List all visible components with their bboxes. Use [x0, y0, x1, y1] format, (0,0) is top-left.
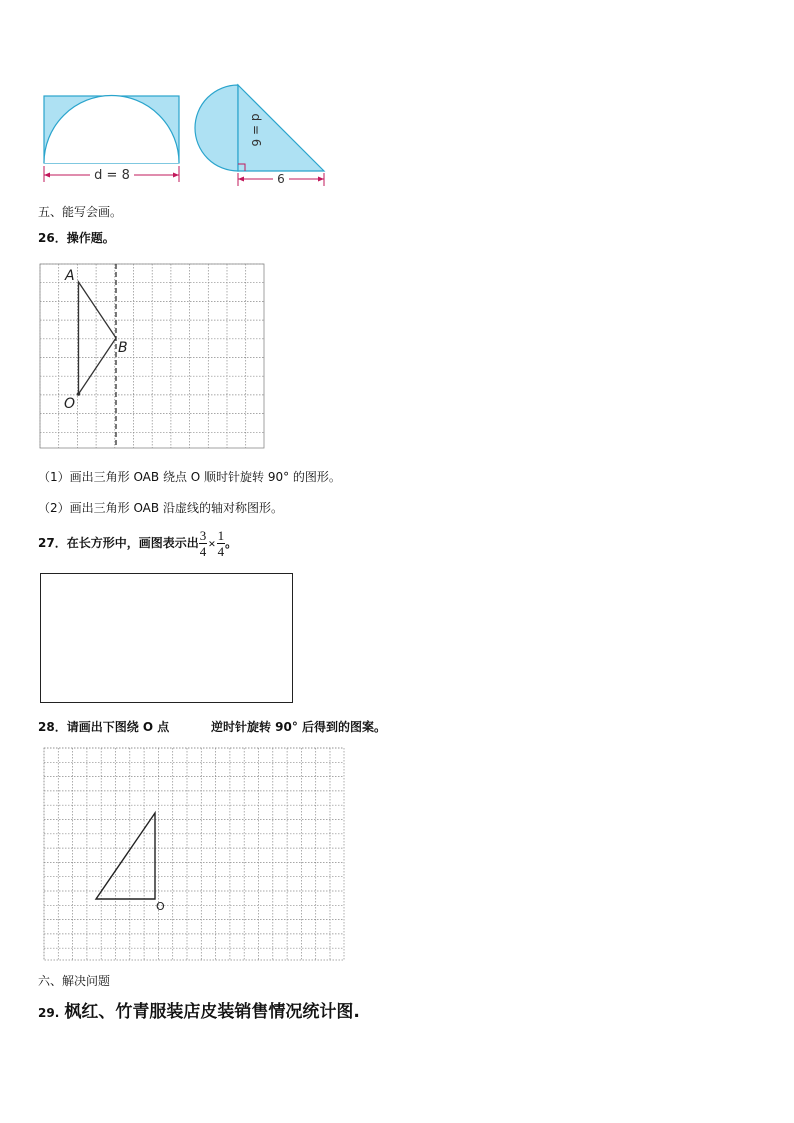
triangle-oab: [79, 282, 117, 394]
fraction-1-4: $\frac{1}{4}$: [217, 528, 225, 559]
times-sign: ×: [208, 535, 216, 551]
top-figures: [30, 78, 350, 193]
q26-grid: [40, 264, 264, 448]
left-diameter-label: d = 8: [94, 168, 130, 183]
right-base-label: 6: [277, 172, 285, 186]
q29-number: 29.: [38, 1006, 60, 1020]
section-six-heading: 六、解决问题: [38, 974, 111, 988]
q29-title: 枫红、竹青服装店皮装销售情况统计图.: [64, 1002, 360, 1022]
fraction-3-4: $\frac{3}{4}$: [199, 528, 207, 559]
q28-grid-figure: [40, 744, 350, 964]
label-b: B: [118, 340, 128, 356]
q28-text-before: 28．请画出下图绕 O 点: [38, 720, 170, 734]
q27-line: [38, 528, 237, 559]
label-o: O: [64, 396, 76, 412]
q27-suffix: 。: [225, 536, 238, 550]
half-circle-shaded: [195, 85, 238, 171]
q26-sub1: （1）画出三角形 OAB 绕点 O 顺时针旋转 90° 的图形。: [38, 470, 341, 484]
q27-rectangle[interactable]: [40, 573, 293, 703]
q28-grid: [44, 748, 344, 960]
q28-triangle: [96, 813, 155, 899]
right-diameter-label: d = 6: [249, 113, 263, 147]
q28-label-o: O: [156, 900, 165, 913]
q28-text-after: 逆时针旋转 90° 后得到的图案。: [211, 720, 387, 734]
q26-title: 26．操作题。: [38, 231, 115, 245]
q27-prefix: 27．在长方形中，画图表示出: [38, 536, 199, 550]
q26-grid-figure: [30, 258, 270, 454]
q29-line: [38, 1001, 360, 1023]
section-five-heading: 五、能写会画。: [38, 205, 123, 219]
q26-sub2: （2）画出三角形 OAB 沿虚线的轴对称图形。: [38, 501, 283, 515]
label-a: A: [65, 268, 75, 284]
